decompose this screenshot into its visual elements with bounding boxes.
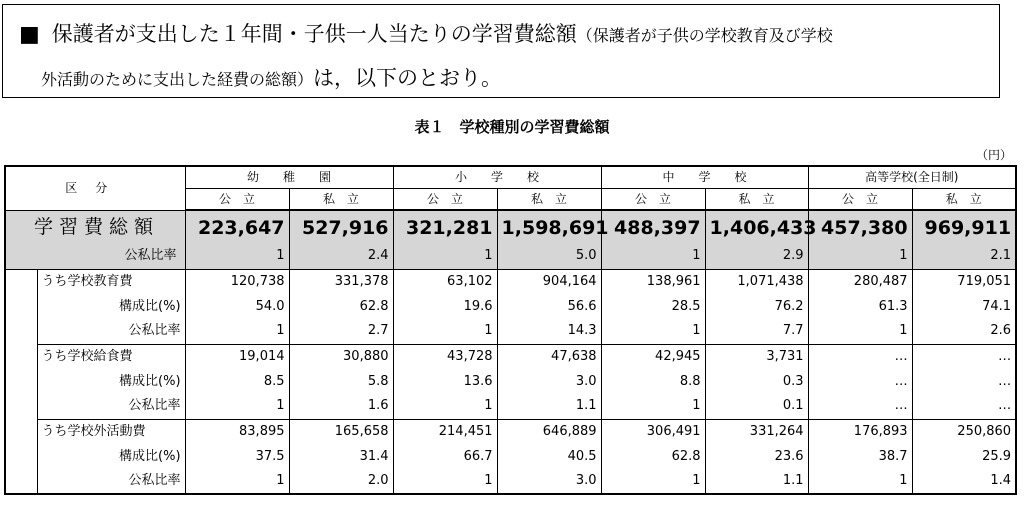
category-row-value: 250,860: [912, 419, 1016, 444]
sector-header: 私 立: [705, 188, 808, 210]
ratio-row-value: 1.1: [497, 394, 601, 419]
total-value: 527,916: [289, 210, 393, 244]
total-ratio-value: 1: [601, 244, 705, 269]
category-row-value: 19,014: [185, 344, 289, 369]
ratio-row: [5, 394, 1016, 419]
category-row: [5, 419, 1016, 444]
sector-header: 公 立: [185, 188, 289, 210]
square-bullet-icon: ■: [19, 22, 40, 47]
category-row-value: 83,895: [185, 419, 289, 444]
intro-main-text: 保護者が支出した１年間・子供一人当たりの学習費総額: [51, 22, 577, 46]
total-value: 488,397: [601, 210, 705, 244]
sector-header: 私 立: [289, 188, 393, 210]
ratio-row-value: 14.3: [497, 319, 601, 344]
composition-row-value: 31.4: [289, 444, 393, 469]
total-ratio-value: 2.4: [289, 244, 393, 269]
composition-row-value: 54.0: [185, 294, 289, 319]
category-row-value: 47,638: [497, 344, 601, 369]
composition-row-value: 56.6: [497, 294, 601, 319]
total-ratio-value: 2.9: [705, 244, 808, 269]
composition-row-value: 19.6: [393, 294, 497, 319]
category-row-value: 3,731: [705, 344, 808, 369]
total-value: 969,911: [912, 210, 1016, 244]
school-type-header: 高等学校(全日制): [808, 166, 1016, 188]
table-title: 表１ 学校種別の学習費総額: [414, 118, 610, 136]
category-row: [5, 344, 1016, 369]
composition-row-value: 3.0: [497, 369, 601, 394]
composition-row-value: 8.5: [185, 369, 289, 394]
school-type-header: 幼 稚 園: [185, 166, 393, 188]
total-value: 457,380: [808, 210, 912, 244]
category-row-value: 30,880: [289, 344, 393, 369]
indent-spacer: [5, 269, 37, 494]
sector-header: 私 立: [912, 188, 1016, 210]
ratio-row-value: …: [912, 394, 1016, 419]
school-type-header: 小 学 校: [393, 166, 601, 188]
category-row-value: 138,961: [601, 269, 705, 294]
composition-row-label: 構成比(%): [37, 444, 185, 469]
composition-row-label: 構成比(%): [37, 369, 185, 394]
composition-row-value: 76.2: [705, 294, 808, 319]
category-row-value: 165,658: [289, 419, 393, 444]
ratio-row-value: 1: [808, 319, 912, 344]
composition-row-value: 66.7: [393, 444, 497, 469]
ratio-row-value: 1: [601, 469, 705, 494]
composition-row-value: 0.3: [705, 369, 808, 394]
header-row-school-types: [5, 166, 1016, 188]
composition-row-value: 5.8: [289, 369, 393, 394]
unit-label: （円）: [975, 148, 1012, 162]
composition-row-value: …: [808, 369, 912, 394]
category-row-value: 904,164: [497, 269, 601, 294]
category-row-value: 646,889: [497, 419, 601, 444]
sector-header: 公 立: [601, 188, 705, 210]
ratio-row-value: 1: [185, 469, 289, 494]
total-label: 学習費総額: [5, 210, 185, 244]
total-value: 321,281: [393, 210, 497, 244]
total-ratio-value: 1: [393, 244, 497, 269]
composition-row: [5, 444, 1016, 469]
expense-table: [4, 165, 1017, 495]
intro-note-text: （保護者が子供の学校教育及び学校: [576, 26, 833, 45]
ratio-row-value: 2.6: [912, 319, 1016, 344]
ratio-row-value: 1: [601, 394, 705, 419]
category-row-value: 1,071,438: [705, 269, 808, 294]
composition-row: [5, 294, 1016, 319]
school-type-header: 中 学 校: [601, 166, 808, 188]
ratio-row-value: 1.4: [912, 469, 1016, 494]
total-ratio-value: 2.1: [912, 244, 1016, 269]
intro-note-text-cont: 外活動のために支出した経費の総額）: [41, 70, 314, 89]
composition-row-value: …: [912, 369, 1016, 394]
composition-row: [5, 369, 1016, 394]
category-row-value: 43,728: [393, 344, 497, 369]
category-row-value: 331,378: [289, 269, 393, 294]
ratio-row-value: 1: [393, 319, 497, 344]
ratio-row-value: 1.6: [289, 394, 393, 419]
category-row-value: 176,893: [808, 419, 912, 444]
total-ratio-value: 1: [808, 244, 912, 269]
sector-header: 私 立: [497, 188, 601, 210]
intro-line-1: [19, 19, 833, 51]
category-row-value: 280,487: [808, 269, 912, 294]
ratio-row-value: 2.7: [289, 319, 393, 344]
composition-row-value: 74.1: [912, 294, 1016, 319]
total-ratio-value: 1: [185, 244, 289, 269]
category-row-label: うち学校給食費: [37, 344, 185, 369]
ratio-row-label: 公私比率: [37, 319, 185, 344]
ratio-row-value: 1: [393, 469, 497, 494]
ratio-row-value: 1: [393, 394, 497, 419]
ratio-row-value: 7.7: [705, 319, 808, 344]
ratio-row-value: 0.1: [705, 394, 808, 419]
category-row-value: …: [808, 344, 912, 369]
ratio-row-value: …: [808, 394, 912, 419]
total-ratio-label: 公私比率: [5, 244, 185, 269]
ratio-row-value: 1: [808, 469, 912, 494]
ratio-row-value: 1: [185, 394, 289, 419]
category-row-label: うち学校外活動費: [37, 419, 185, 444]
intro-line-2: [41, 63, 502, 95]
composition-row-value: 25.9: [912, 444, 1016, 469]
composition-row-value: 62.8: [289, 294, 393, 319]
total-value: 223,647: [185, 210, 289, 244]
ratio-row: [5, 469, 1016, 494]
total-ratio-value: 5.0: [497, 244, 601, 269]
category-row-value: 331,264: [705, 419, 808, 444]
total-row: [5, 210, 1016, 244]
total-value: 1,598,691: [497, 210, 601, 244]
composition-row-value: 61.3: [808, 294, 912, 319]
category-row-value: 120,738: [185, 269, 289, 294]
category-row-value: 42,945: [601, 344, 705, 369]
composition-row-label: 構成比(%): [37, 294, 185, 319]
category-row-value: …: [912, 344, 1016, 369]
category-row-value: 306,491: [601, 419, 705, 444]
ratio-row-value: 1: [185, 319, 289, 344]
ratio-row-value: 3.0: [497, 469, 601, 494]
intro-box: [2, 4, 1000, 98]
ratio-row: [5, 319, 1016, 344]
ratio-row-value: 1.1: [705, 469, 808, 494]
ratio-row-value: 1: [601, 319, 705, 344]
category-row-label: うち学校教育費: [37, 269, 185, 294]
total-value: 1,406,433: [705, 210, 808, 244]
sector-header: 公 立: [393, 188, 497, 210]
composition-row-value: 62.8: [601, 444, 705, 469]
composition-row-value: 28.5: [601, 294, 705, 319]
composition-row-value: 23.6: [705, 444, 808, 469]
intro-tail-text: は，以下のとおり。: [313, 66, 503, 90]
category-row: [5, 269, 1016, 294]
category-row-value: 214,451: [393, 419, 497, 444]
kubun-header: 区分: [5, 166, 185, 210]
sector-header: 公 立: [808, 188, 912, 210]
ratio-row-value: 2.0: [289, 469, 393, 494]
ratio-row-label: 公私比率: [37, 469, 185, 494]
total-ratio-row: [5, 244, 1016, 269]
composition-row-value: 40.5: [497, 444, 601, 469]
category-row-value: 719,051: [912, 269, 1016, 294]
category-row-value: 63,102: [393, 269, 497, 294]
composition-row-value: 38.7: [808, 444, 912, 469]
composition-row-value: 37.5: [185, 444, 289, 469]
composition-row-value: 8.8: [601, 369, 705, 394]
ratio-row-label: 公私比率: [37, 394, 185, 419]
composition-row-value: 13.6: [393, 369, 497, 394]
